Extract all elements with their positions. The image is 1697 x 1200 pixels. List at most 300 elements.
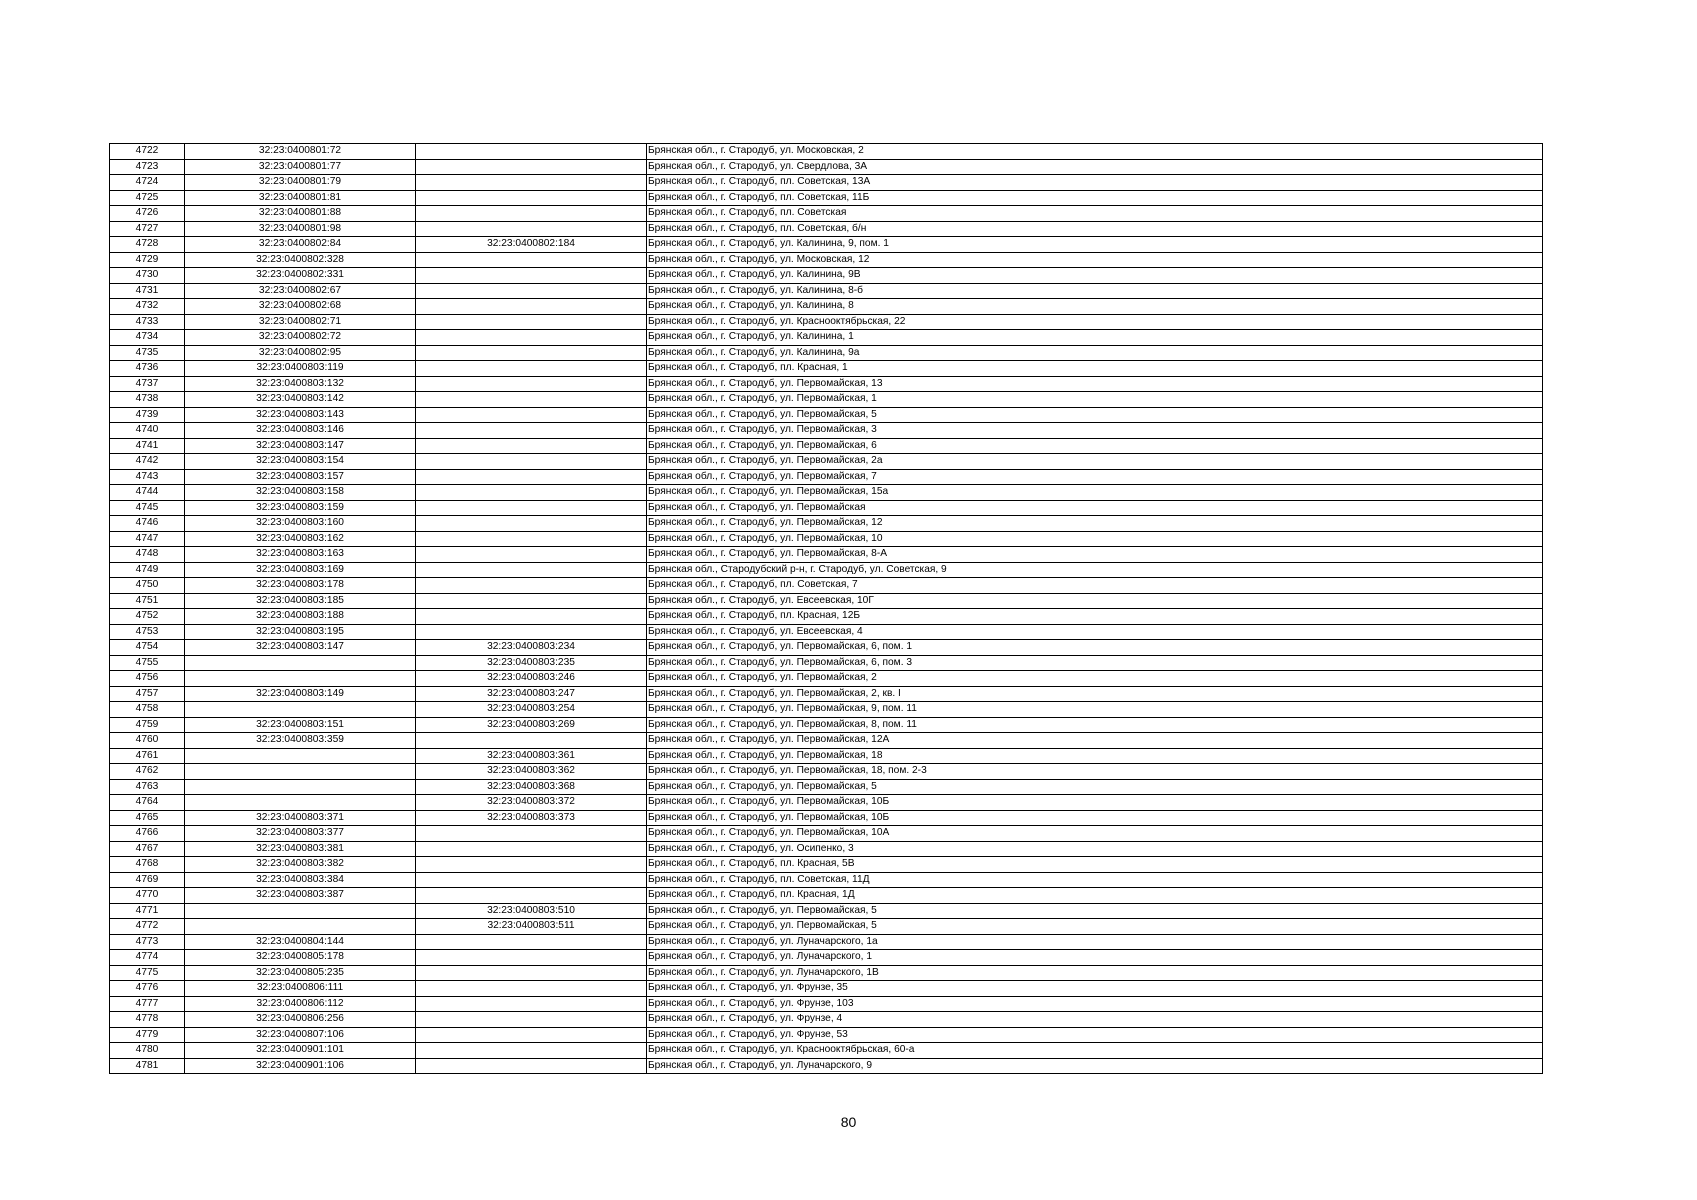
cadastral-number-cell: 32:23:0400802:95 [185,345,416,361]
related-cadastral-number-cell [416,593,647,609]
table-row [110,950,1543,966]
related-cadastral-number-cell [416,857,647,873]
related-cadastral-number-cell [416,485,647,501]
related-cadastral-number-cell [416,1027,647,1043]
cadastral-number-cell: 32:23:0400803:157 [185,469,416,485]
table-row [110,609,1543,625]
table-row [110,1058,1543,1074]
related-cadastral-number-cell [416,469,647,485]
address-cell: Брянская обл., г. Стародуб, ул. Первомайская, 1 [647,392,1543,408]
address-cell: Брянская обл., Стародубский р-н, г. Стародуб, ул. Советская, 9 [647,562,1543,578]
table-row [110,190,1543,206]
row-number-cell: 4748 [110,547,185,563]
related-cadastral-number-cell [416,578,647,594]
cadastral-number-cell: 32:23:0400803:119 [185,361,416,377]
cadastral-number-cell [185,779,416,795]
cadastral-number-cell: 32:23:0400901:101 [185,1043,416,1059]
table-row [110,810,1543,826]
cadastral-number-cell [185,764,416,780]
related-cadastral-number-cell [416,965,647,981]
cadastral-number-cell: 32:23:0400803:188 [185,609,416,625]
table-row [110,671,1543,687]
address-cell: Брянская обл., г. Стародуб, ул. Калинина, 8-б [647,283,1543,299]
row-number-cell: 4771 [110,903,185,919]
table-row [110,686,1543,702]
related-cadastral-number-cell [416,1043,647,1059]
address-cell: Брянская обл., г. Стародуб, пл. Советская, 7 [647,578,1543,594]
row-number-cell: 4727 [110,221,185,237]
related-cadastral-number-cell: 32:23:0400803:247 [416,686,647,702]
row-number-cell: 4726 [110,206,185,222]
related-cadastral-number-cell [416,562,647,578]
cadastral-number-cell [185,795,416,811]
related-cadastral-number-cell [416,826,647,842]
cadastral-number-cell: 32:23:0400801:98 [185,221,416,237]
address-cell: Брянская обл., г. Стародуб, ул. Первомайская, 10А [647,826,1543,842]
row-number-cell: 4765 [110,810,185,826]
table-row [110,268,1543,284]
address-cell: Брянская обл., г. Стародуб, ул. Калинина, 9а [647,345,1543,361]
address-cell: Брянская обл., г. Стародуб, ул. Московская, 2 [647,144,1543,160]
address-cell: Брянская обл., г. Стародуб, ул. Первомайская, 7 [647,469,1543,485]
cadastral-number-cell: 32:23:0400803:160 [185,516,416,532]
cadastral-number-cell: 32:23:0400803:163 [185,547,416,563]
table-row [110,764,1543,780]
row-number-cell: 4757 [110,686,185,702]
cadastral-number-cell: 32:23:0400803:147 [185,438,416,454]
row-number-cell: 4735 [110,345,185,361]
row-number-cell: 4731 [110,283,185,299]
table-row [110,593,1543,609]
table-row [110,392,1543,408]
address-cell: Брянская обл., г. Стародуб, ул. Луначарского, 1В [647,965,1543,981]
row-number-cell: 4769 [110,872,185,888]
row-number-cell: 4730 [110,268,185,284]
related-cadastral-number-cell: 32:23:0400803:234 [416,640,647,656]
row-number-cell: 4746 [110,516,185,532]
cadastral-number-cell: 32:23:0400802:328 [185,252,416,268]
related-cadastral-number-cell: 32:23:0400803:269 [416,717,647,733]
table-row [110,624,1543,640]
related-cadastral-number-cell: 32:23:0400803:362 [416,764,647,780]
row-number-cell: 4767 [110,841,185,857]
row-number-cell: 4747 [110,531,185,547]
related-cadastral-number-cell [416,981,647,997]
table-row [110,888,1543,904]
address-cell: Брянская обл., г. Стародуб, ул. Калинина, 1 [647,330,1543,346]
related-cadastral-number-cell: 32:23:0400803:361 [416,748,647,764]
related-cadastral-number-cell [416,423,647,439]
related-cadastral-number-cell [416,1058,647,1074]
table-row [110,531,1543,547]
table-row [110,299,1543,315]
cadastral-number-cell: 32:23:0400803:387 [185,888,416,904]
related-cadastral-number-cell [416,314,647,330]
related-cadastral-number-cell [416,221,647,237]
cadastral-number-cell: 32:23:0400803:169 [185,562,416,578]
related-cadastral-number-cell [416,609,647,625]
cadastral-number-cell: 32:23:0400803:384 [185,872,416,888]
row-number-cell: 4739 [110,407,185,423]
address-cell: Брянская обл., г. Стародуб, ул. Луначарского, 9 [647,1058,1543,1074]
related-cadastral-number-cell [416,190,647,206]
related-cadastral-number-cell [416,454,647,470]
table-row [110,981,1543,997]
address-cell: Брянская обл., г. Стародуб, ул. Фрунзе, 103 [647,996,1543,1012]
table-row [110,562,1543,578]
cadastral-number-cell: 32:23:0400803:185 [185,593,416,609]
row-number-cell: 4724 [110,175,185,191]
row-number-cell: 4772 [110,919,185,935]
row-number-cell: 4744 [110,485,185,501]
table-row [110,144,1543,160]
row-number-cell: 4722 [110,144,185,160]
table-row [110,872,1543,888]
address-cell: Брянская обл., г. Стародуб, пл. Советская, б/н [647,221,1543,237]
table-row [110,221,1543,237]
table-row [110,1027,1543,1043]
related-cadastral-number-cell [416,330,647,346]
table-row [110,407,1543,423]
related-cadastral-number-cell: 32:23:0400803:372 [416,795,647,811]
address-cell: Брянская обл., г. Стародуб, ул. Краснооктябрьская, 60-а [647,1043,1543,1059]
address-cell: Брянская обл., г. Стародуб, ул. Первомайская, 3 [647,423,1543,439]
row-number-cell: 4780 [110,1043,185,1059]
address-cell: Брянская обл., г. Стародуб, ул. Первомайская [647,500,1543,516]
address-cell: Брянская обл., г. Стародуб, ул. Калинина, 9В [647,268,1543,284]
related-cadastral-number-cell [416,733,647,749]
related-cadastral-number-cell [416,252,647,268]
cadastral-number-cell: 32:23:0400802:68 [185,299,416,315]
cadastral-number-cell: 32:23:0400901:106 [185,1058,416,1074]
cadastral-number-cell: 32:23:0400803:382 [185,857,416,873]
table-row [110,1043,1543,1059]
address-cell: Брянская обл., г. Стародуб, ул. Первомайская, 2а [647,454,1543,470]
address-cell: Брянская обл., г. Стародуб, ул. Первомайская, 6, пом. 3 [647,655,1543,671]
table-row [110,345,1543,361]
address-cell: Брянская обл., г. Стародуб, ул. Первомайская, 6 [647,438,1543,454]
table-row [110,206,1543,222]
cadastral-number-cell: 32:23:0400803:195 [185,624,416,640]
cadastral-number-cell [185,748,416,764]
table-row [110,857,1543,873]
row-number-cell: 4762 [110,764,185,780]
cadastral-number-cell: 32:23:0400802:72 [185,330,416,346]
address-cell: Брянская обл., г. Стародуб, ул. Первомайская, 10 [647,531,1543,547]
row-number-cell: 4737 [110,376,185,392]
cadastral-number-cell: 32:23:0400803:162 [185,531,416,547]
row-number-cell: 4738 [110,392,185,408]
related-cadastral-number-cell [416,841,647,857]
related-cadastral-number-cell [416,996,647,1012]
table-row [110,237,1543,253]
related-cadastral-number-cell [416,299,647,315]
related-cadastral-number-cell [416,345,647,361]
table-row [110,934,1543,950]
address-cell: Брянская обл., г. Стародуб, пл. Советская [647,206,1543,222]
cadastral-number-cell: 32:23:0400806:256 [185,1012,416,1028]
address-cell: Брянская обл., г. Стародуб, ул. Первомайская, 12 [647,516,1543,532]
related-cadastral-number-cell: 32:23:0400802:184 [416,237,647,253]
address-cell: Брянская обл., г. Стародуб, ул. Первомайская, 2, кв. I [647,686,1543,702]
table-row [110,469,1543,485]
cadastral-number-cell: 32:23:0400803:143 [185,407,416,423]
related-cadastral-number-cell [416,175,647,191]
row-number-cell: 4755 [110,655,185,671]
related-cadastral-number-cell [416,407,647,423]
table-row [110,330,1543,346]
row-number-cell: 4733 [110,314,185,330]
row-number-cell: 4764 [110,795,185,811]
row-number-cell: 4753 [110,624,185,640]
related-cadastral-number-cell [416,547,647,563]
cadastral-number-cell: 32:23:0400803:359 [185,733,416,749]
related-cadastral-number-cell [416,392,647,408]
address-cell: Брянская обл., г. Стародуб, пл. Красная, 12Б [647,609,1543,625]
table-row [110,314,1543,330]
related-cadastral-number-cell [416,934,647,950]
table-row [110,423,1543,439]
cadastral-number-cell: 32:23:0400803:377 [185,826,416,842]
row-number-cell: 4751 [110,593,185,609]
table-row [110,996,1543,1012]
row-number-cell: 4754 [110,640,185,656]
related-cadastral-number-cell: 32:23:0400803:368 [416,779,647,795]
related-cadastral-number-cell [416,950,647,966]
table-row [110,454,1543,470]
table-row [110,965,1543,981]
table-row [110,516,1543,532]
row-number-cell: 4742 [110,454,185,470]
address-cell: Брянская обл., г. Стародуб, ул. Луначарского, 1 [647,950,1543,966]
table-row [110,500,1543,516]
cadastral-number-cell [185,702,416,718]
address-cell: Брянская обл., г. Стародуб, ул. Московская, 12 [647,252,1543,268]
row-number-cell: 4768 [110,857,185,873]
row-number-cell: 4745 [110,500,185,516]
cadastral-number-cell: 32:23:0400803:158 [185,485,416,501]
cadastral-number-cell: 32:23:0400806:112 [185,996,416,1012]
row-number-cell: 4766 [110,826,185,842]
address-cell: Брянская обл., г. Стародуб, ул. Первомайская, 6, пом. 1 [647,640,1543,656]
related-cadastral-number-cell [416,159,647,175]
cadastral-number-cell: 32:23:0400801:79 [185,175,416,191]
registry-table [109,143,1543,1074]
address-cell: Брянская обл., г. Стародуб, пл. Советская, 13А [647,175,1543,191]
cadastral-number-cell: 32:23:0400801:72 [185,144,416,160]
table-row [110,438,1543,454]
related-cadastral-number-cell [416,888,647,904]
address-cell: Брянская обл., г. Стародуб, пл. Красная, 1 [647,361,1543,377]
row-number-cell: 4777 [110,996,185,1012]
row-number-cell: 4729 [110,252,185,268]
row-number-cell: 4775 [110,965,185,981]
table-row [110,1012,1543,1028]
table-row [110,376,1543,392]
row-number-cell: 4773 [110,934,185,950]
cadastral-number-cell: 32:23:0400803:178 [185,578,416,594]
related-cadastral-number-cell: 32:23:0400803:373 [416,810,647,826]
table-row [110,175,1543,191]
cadastral-number-cell: 32:23:0400803:381 [185,841,416,857]
related-cadastral-number-cell [416,1012,647,1028]
row-number-cell: 4779 [110,1027,185,1043]
row-number-cell: 4761 [110,748,185,764]
cadastral-number-cell: 32:23:0400803:151 [185,717,416,733]
table-row [110,748,1543,764]
cadastral-number-cell: 32:23:0400803:132 [185,376,416,392]
table-row [110,485,1543,501]
row-number-cell: 4734 [110,330,185,346]
cadastral-number-cell: 32:23:0400802:84 [185,237,416,253]
address-cell: Брянская обл., г. Стародуб, ул. Фрунзе, 4 [647,1012,1543,1028]
address-cell: Брянская обл., г. Стародуб, ул. Первомайская, 8-А [647,547,1543,563]
address-cell: Брянская обл., г. Стародуб, ул. Первомайская, 10Б [647,810,1543,826]
address-cell: Брянская обл., г. Стародуб, ул. Свердлова, 3А [647,159,1543,175]
row-number-cell: 4781 [110,1058,185,1074]
page-number: 80 [840,1114,857,1130]
table-row [110,361,1543,377]
cadastral-number-cell: 32:23:0400801:81 [185,190,416,206]
address-cell: Брянская обл., г. Стародуб, ул. Осипенко, 3 [647,841,1543,857]
related-cadastral-number-cell: 32:23:0400803:246 [416,671,647,687]
cadastral-number-cell [185,919,416,935]
address-cell: Брянская обл., г. Стародуб, ул. Евсеевская, 4 [647,624,1543,640]
table-row [110,919,1543,935]
cadastral-number-cell: 32:23:0400806:111 [185,981,416,997]
address-cell: Брянская обл., г. Стародуб, ул. Фрунзе, 53 [647,1027,1543,1043]
address-cell: Брянская обл., г. Стародуб, ул. Калинина, 8 [647,299,1543,315]
table-row [110,283,1543,299]
cadastral-number-cell: 32:23:0400803:159 [185,500,416,516]
row-number-cell: 4743 [110,469,185,485]
row-number-cell: 4776 [110,981,185,997]
related-cadastral-number-cell [416,438,647,454]
row-number-cell: 4750 [110,578,185,594]
cadastral-number-cell: 32:23:0400803:154 [185,454,416,470]
registry-table-body [110,144,1543,1074]
table-row [110,841,1543,857]
cadastral-number-cell: 32:23:0400805:178 [185,950,416,966]
table-row [110,159,1543,175]
cadastral-number-cell: 32:23:0400801:88 [185,206,416,222]
cadastral-number-cell: 32:23:0400801:77 [185,159,416,175]
row-number-cell: 4774 [110,950,185,966]
related-cadastral-number-cell [416,872,647,888]
address-cell: Брянская обл., г. Стародуб, ул. Краснооктябрьская, 22 [647,314,1543,330]
table-row [110,655,1543,671]
row-number-cell: 4760 [110,733,185,749]
related-cadastral-number-cell [416,144,647,160]
address-cell: Брянская обл., г. Стародуб, пл. Советская, 11Д [647,872,1543,888]
table-row [110,733,1543,749]
cadastral-number-cell: 32:23:0400804:144 [185,934,416,950]
address-cell: Брянская обл., г. Стародуб, ул. Первомайская, 13 [647,376,1543,392]
address-cell: Брянская обл., г. Стародуб, ул. Первомайская, 2 [647,671,1543,687]
row-number-cell: 4723 [110,159,185,175]
cadastral-number-cell [185,655,416,671]
row-number-cell: 4758 [110,702,185,718]
address-cell: Брянская обл., г. Стародуб, пл. Красная, 5В [647,857,1543,873]
related-cadastral-number-cell [416,376,647,392]
row-number-cell: 4752 [110,609,185,625]
row-number-cell: 4778 [110,1012,185,1028]
row-number-cell: 4756 [110,671,185,687]
related-cadastral-number-cell: 32:23:0400803:235 [416,655,647,671]
address-cell: Брянская обл., г. Стародуб, ул. Первомайская, 5 [647,919,1543,935]
table-row [110,779,1543,795]
related-cadastral-number-cell [416,531,647,547]
cadastral-number-cell: 32:23:0400802:71 [185,314,416,330]
table-row [110,547,1543,563]
row-number-cell: 4725 [110,190,185,206]
address-cell: Брянская обл., г. Стародуб, ул. Первомайская, 12А [647,733,1543,749]
table-row [110,717,1543,733]
address-cell: Брянская обл., г. Стародуб, ул. Фрунзе, 35 [647,981,1543,997]
row-number-cell: 4740 [110,423,185,439]
address-cell: Брянская обл., г. Стародуб, пл. Советская, 11Б [647,190,1543,206]
address-cell: Брянская обл., г. Стародуб, ул. Первомайская, 18, пом. 2-3 [647,764,1543,780]
row-number-cell: 4728 [110,237,185,253]
address-cell: Брянская обл., г. Стародуб, ул. Луначарского, 1а [647,934,1543,950]
table-row [110,903,1543,919]
cadastral-number-cell: 32:23:0400802:331 [185,268,416,284]
cadastral-number-cell: 32:23:0400803:149 [185,686,416,702]
address-cell: Брянская обл., г. Стародуб, пл. Красная, 1Д [647,888,1543,904]
cadastral-number-cell [185,903,416,919]
cadastral-number-cell: 32:23:0400803:371 [185,810,416,826]
table-row [110,795,1543,811]
cadastral-number-cell: 32:23:0400803:142 [185,392,416,408]
related-cadastral-number-cell [416,624,647,640]
row-number-cell: 4770 [110,888,185,904]
address-cell: Брянская обл., г. Стародуб, ул. Калинина, 9, пом. 1 [647,237,1543,253]
cadastral-number-cell: 32:23:0400805:235 [185,965,416,981]
cadastral-number-cell: 32:23:0400807:106 [185,1027,416,1043]
related-cadastral-number-cell [416,268,647,284]
related-cadastral-number-cell [416,283,647,299]
related-cadastral-number-cell: 32:23:0400803:254 [416,702,647,718]
row-number-cell: 4759 [110,717,185,733]
row-number-cell: 4749 [110,562,185,578]
row-number-cell: 4741 [110,438,185,454]
related-cadastral-number-cell: 32:23:0400803:511 [416,919,647,935]
table-row [110,640,1543,656]
table-row [110,252,1543,268]
related-cadastral-number-cell [416,500,647,516]
row-number-cell: 4736 [110,361,185,377]
related-cadastral-number-cell [416,361,647,377]
address-cell: Брянская обл., г. Стародуб, ул. Первомайская, 8, пом. 11 [647,717,1543,733]
cadastral-number-cell [185,671,416,687]
row-number-cell: 4732 [110,299,185,315]
address-cell: Брянская обл., г. Стародуб, ул. Первомайская, 5 [647,407,1543,423]
cadastral-number-cell: 32:23:0400802:67 [185,283,416,299]
related-cadastral-number-cell: 32:23:0400803:510 [416,903,647,919]
address-cell: Брянская обл., г. Стародуб, ул. Первомайская, 9, пом. 11 [647,702,1543,718]
address-cell: Брянская обл., г. Стародуб, ул. Евсеевская, 10Г [647,593,1543,609]
related-cadastral-number-cell [416,516,647,532]
table-row [110,826,1543,842]
address-cell: Брянская обл., г. Стародуб, ул. Первомайская, 18 [647,748,1543,764]
cadastral-number-cell: 32:23:0400803:147 [185,640,416,656]
related-cadastral-number-cell [416,206,647,222]
row-number-cell: 4763 [110,779,185,795]
table-row [110,702,1543,718]
address-cell: Брянская обл., г. Стародуб, ул. Первомайская, 5 [647,779,1543,795]
address-cell: Брянская обл., г. Стародуб, ул. Первомайская, 15а [647,485,1543,501]
address-cell: Брянская обл., г. Стародуб, ул. Первомайская, 10Б [647,795,1543,811]
